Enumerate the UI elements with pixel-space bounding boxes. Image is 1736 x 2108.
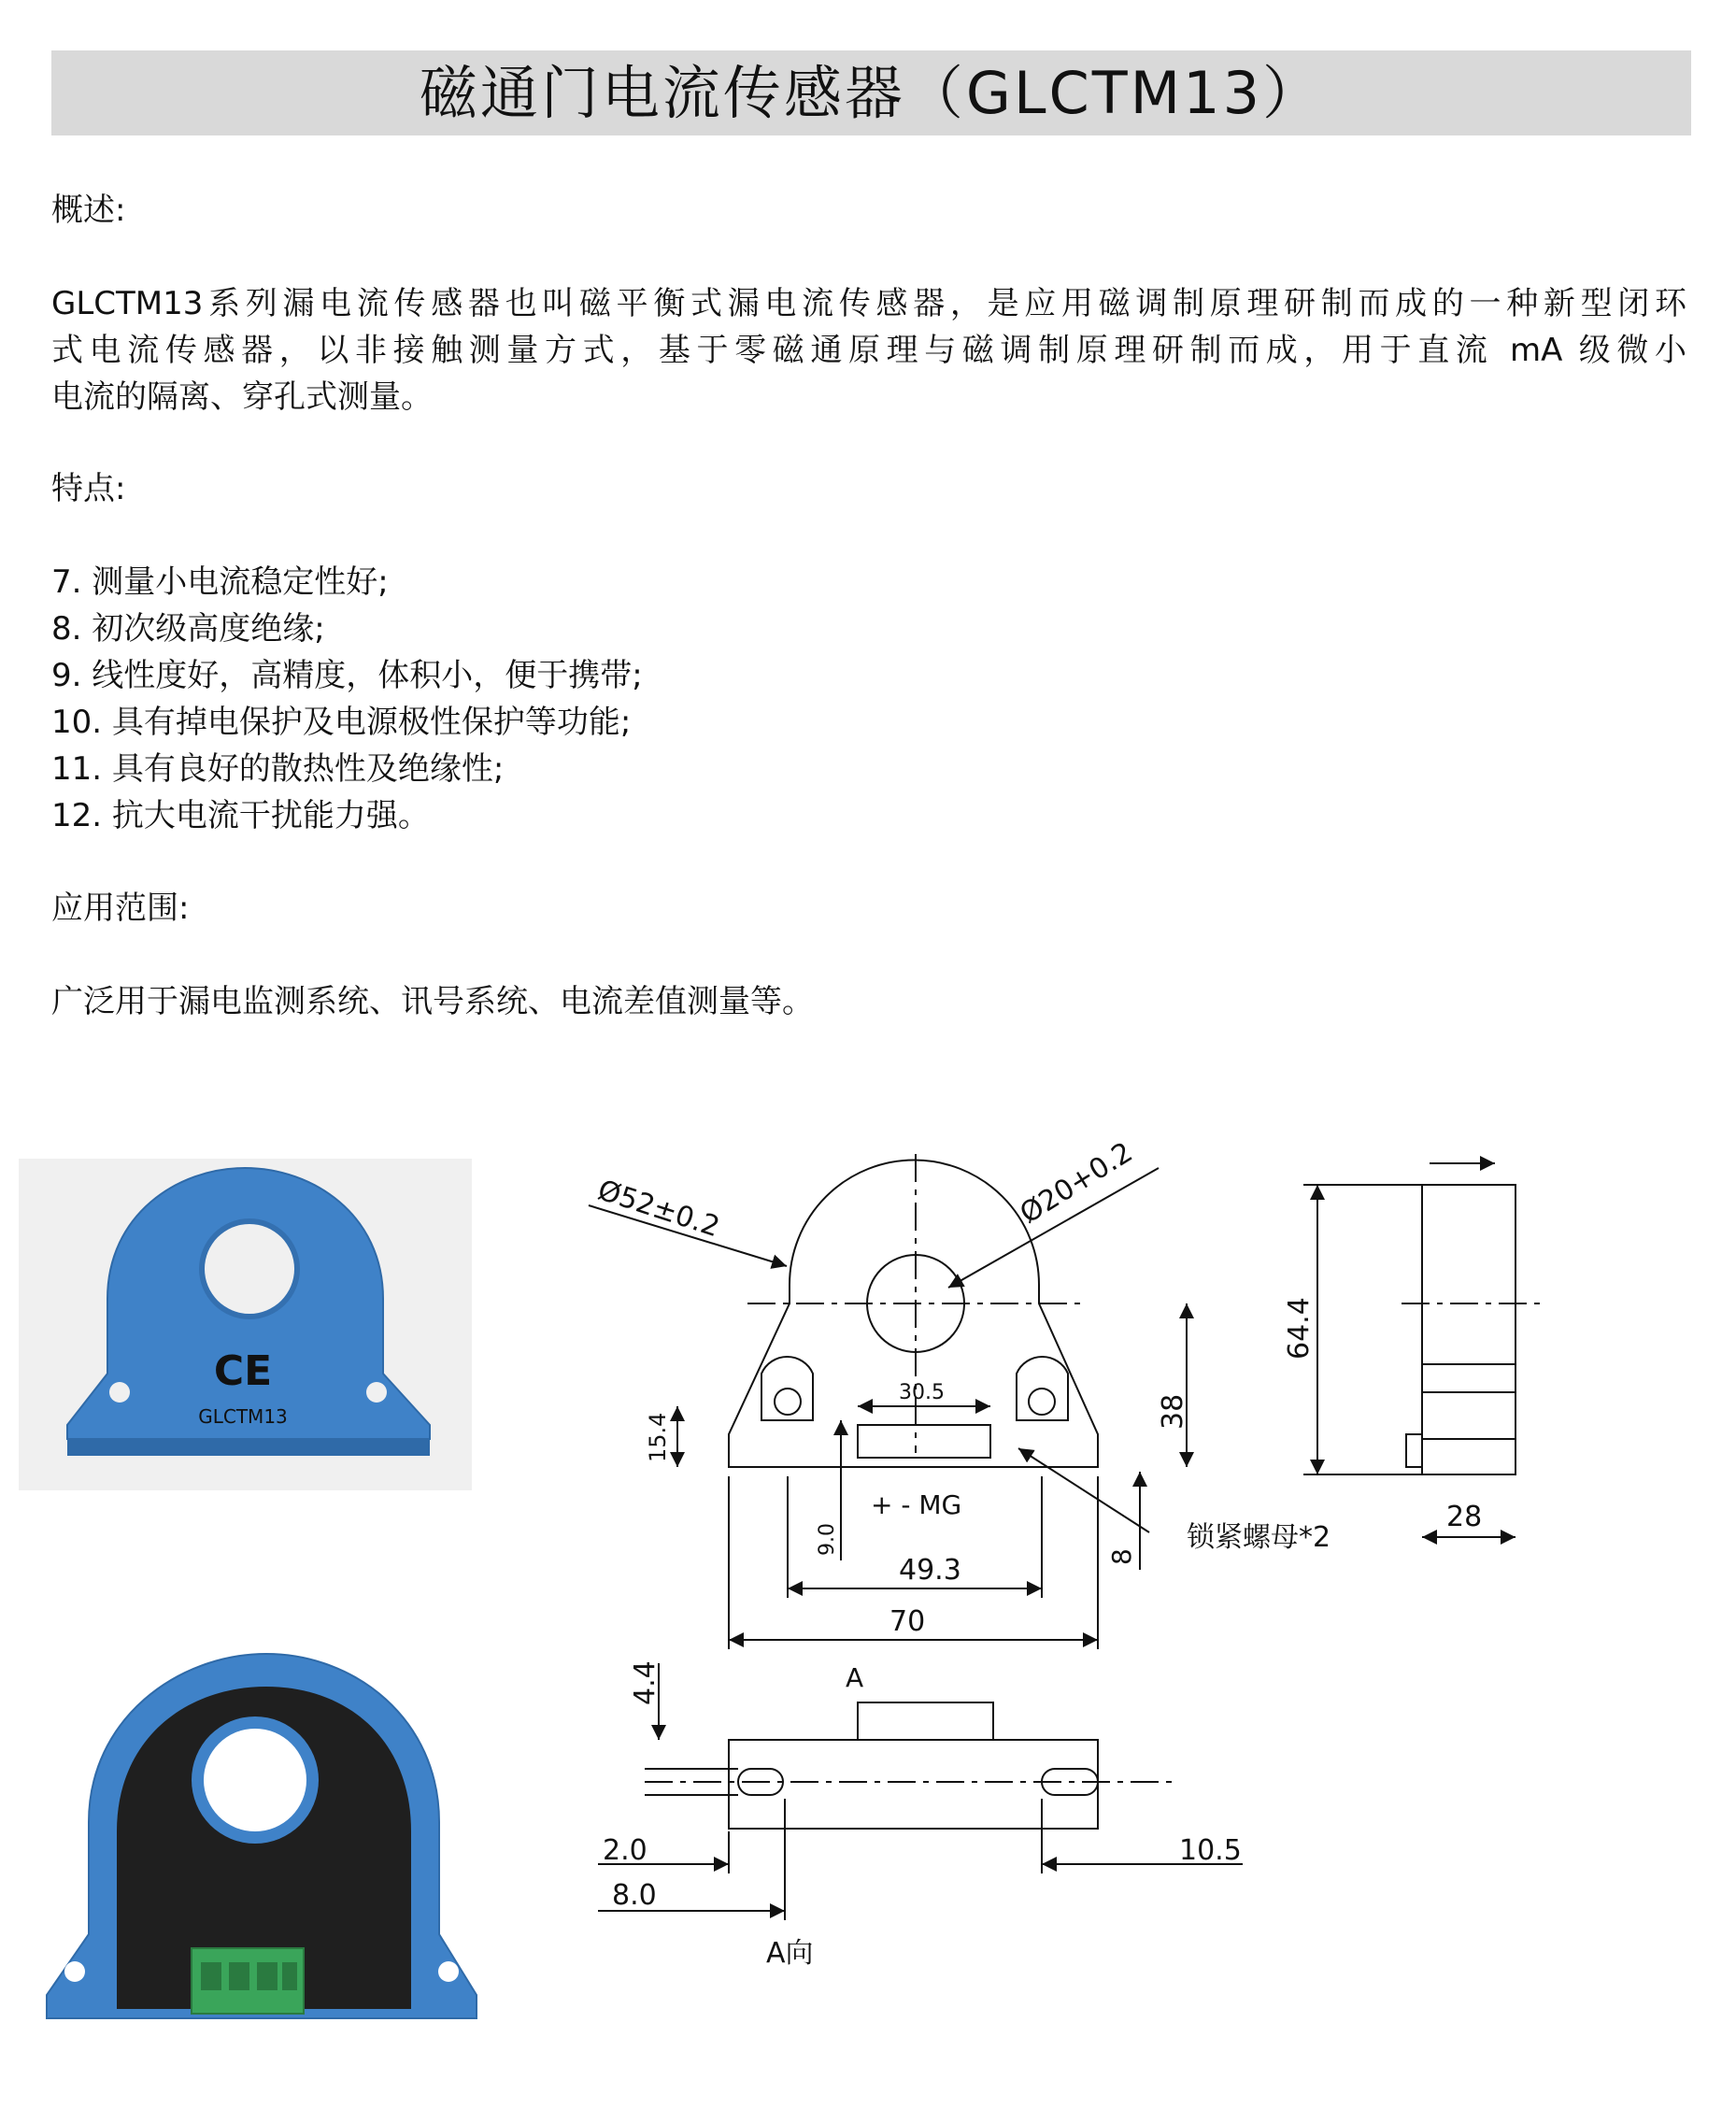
sensor-back-photo — [9, 1626, 505, 2065]
bottom-view-connector — [858, 1702, 993, 1740]
overview-line-2: 式电流传感器，以非接触测量方式，基于零磁通原理与磁调制原理研制而成，用于直流 mA 级微小 — [51, 332, 1686, 369]
side-view-outline — [1422, 1185, 1515, 1474]
label-A: A — [846, 1662, 864, 1693]
pin-labels: + - MG — [871, 1489, 962, 1520]
ce-mark: CE — [213, 1347, 273, 1395]
connector-slot — [257, 1962, 277, 1990]
connector-slot — [229, 1962, 249, 1990]
side-view-connector — [1406, 1434, 1422, 1467]
connector-outline — [858, 1425, 990, 1458]
feature-item: 9. 线性度好，高精度，体积小，便于携带; — [51, 657, 643, 694]
dim-hole-dia: Ø20+0.2 — [1014, 1135, 1139, 1231]
mount-hole-right — [366, 1382, 387, 1403]
features-list — [51, 559, 643, 839]
mount-hole-left — [775, 1389, 801, 1415]
feature-item: 11. 具有良好的散热性及绝缘性; — [51, 750, 505, 788]
feature-item: 8. 初次级高度绝缘; — [51, 610, 325, 648]
front-view-outline — [729, 1285, 1098, 1467]
dim-10-5: 10.5 — [1179, 1834, 1242, 1867]
page-title: 磁通门电流传感器（GLCTM13） — [419, 59, 1324, 127]
feature-item: 12. 抗大电流干扰能力强。 — [51, 797, 430, 834]
dim-8: 8 — [1106, 1548, 1137, 1565]
mount-hole-right — [438, 1961, 459, 1982]
dim-30-5: 30.5 — [899, 1381, 945, 1404]
front-view-arc — [790, 1161, 1039, 1286]
dim-2-0: 2.0 — [603, 1834, 647, 1867]
dim-64-4: 64.4 — [1283, 1297, 1316, 1360]
dim-70: 70 — [889, 1605, 926, 1638]
overview-line-1: GLCTM13系列漏电流传感器也叫磁平衡式漏电流传感器，是应用磁调制原理研制而成的一种新型闭环 — [51, 285, 1686, 322]
overview-paragraph — [51, 280, 1686, 420]
dim-8-0: 8.0 — [612, 1879, 657, 1912]
overview-line-3: 电流的隔离、穿孔式测量。 — [51, 378, 433, 416]
mount-hole-left — [109, 1382, 130, 1403]
leader-nut — [1018, 1448, 1149, 1532]
connector-slot — [201, 1962, 221, 1990]
view-label: A向 — [766, 1937, 814, 1970]
connector-slot — [282, 1962, 297, 1990]
mount-hole-right — [1029, 1389, 1055, 1415]
dim-4-4: 4.4 — [629, 1660, 662, 1705]
dim-9-0: 9.0 — [816, 1523, 839, 1556]
dim-49-3: 49.3 — [899, 1554, 961, 1587]
feature-item: 7. 测量小电流稳定性好; — [51, 563, 389, 601]
dim-15-4: 15.4 — [645, 1412, 671, 1462]
dim-outer-dia: Ø52±0.2 — [593, 1174, 724, 1245]
mount-hole-left — [64, 1961, 85, 1982]
feature-item: 10. 具有掉电保护及电源极性保护等功能; — [51, 704, 632, 741]
applications-text: 广泛用于漏电监测系统、讯号系统、电流差值测量等。 — [51, 983, 814, 1020]
dimension-drawing — [579, 1131, 1644, 1972]
dim-38: 38 — [1157, 1393, 1189, 1430]
title-bar — [51, 50, 1691, 135]
model-label: GLCTM13 — [198, 1405, 288, 1428]
sensor-base-edge — [67, 1439, 430, 1456]
features-heading: 特点: — [51, 470, 126, 507]
overview-heading: 概述: — [51, 192, 126, 229]
aperture-hole — [205, 1224, 294, 1314]
applications-heading: 应用范围: — [51, 890, 190, 927]
nut-label: 锁紧螺母*2 — [1187, 1521, 1331, 1554]
sensor-front-photo — [19, 1159, 472, 1490]
dim-28: 28 — [1446, 1501, 1483, 1533]
aperture-hole — [204, 1729, 306, 1831]
